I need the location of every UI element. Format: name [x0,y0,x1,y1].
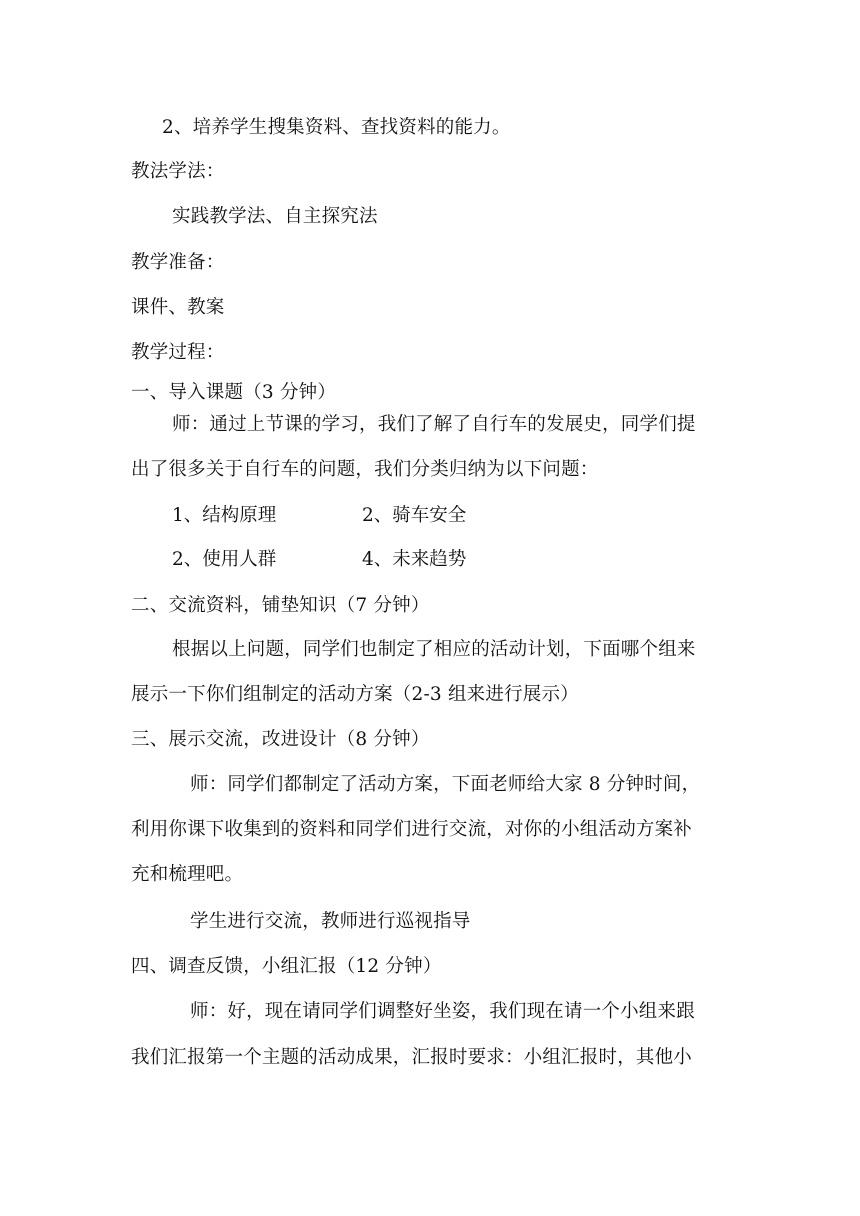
paragraph-line: 充和梳理吧。 [131,864,244,885]
paragraph-line: 利用你课下收集到的资料和同学们进行交流，对你的小组活动方案补 [131,819,693,840]
step-heading-3: 三、展示交流，改进设计（8 分钟） [131,729,430,750]
paragraph-line: 根据以上问题，同学们也制定了相应的活动计划，下面哪个组来 [172,639,696,660]
step-heading-1: 一、导入课题（3 分钟） [131,382,337,403]
paragraph-line: 展示一下你们组制定的活动方案（2-3 组来进行展示） [131,684,579,705]
paragraph-line: 师：通过上节课的学习，我们了解了自行车的发展史，同学们提 [172,414,696,435]
question-item: 2、使用人群 [172,549,277,570]
section-heading-preparation: 教学准备： [131,252,225,273]
paragraph-line: 师：好，现在请同学们调整好坐姿，我们现在请一个小组来跟 [190,1001,695,1022]
question-item: 1、结构原理 [172,505,277,526]
step-heading-2: 二、交流资料，铺垫知识（7 分钟） [131,595,430,616]
step-heading-4: 四、调查反馈，小组汇报（12 分钟） [131,956,442,977]
paragraph-line: 师：同学们都制定了活动方案，下面老师给大家 8 分钟时间， [190,774,701,795]
section-heading-process: 教学过程： [131,342,225,363]
question-item: 4、未来趋势 [362,549,467,570]
methods-text: 实践教学法、自主探究法 [172,206,378,227]
section-heading-methods: 教法学法： [131,161,225,182]
paragraph-line: 学生进行交流，教师进行巡视指导 [190,911,471,932]
objective-line: 2、培养学生搜集资料、查找资料的能力。 [162,117,511,138]
paragraph-line: 出了很多关于自行车的问题，我们分类归纳为以下问题： [131,459,599,480]
paragraph-line: 我们汇报第一个主题的活动成果，汇报时要求：小组汇报时，其他小 [131,1047,693,1068]
question-item: 2、骑车安全 [362,505,467,526]
preparation-text: 课件、教案 [131,297,225,318]
